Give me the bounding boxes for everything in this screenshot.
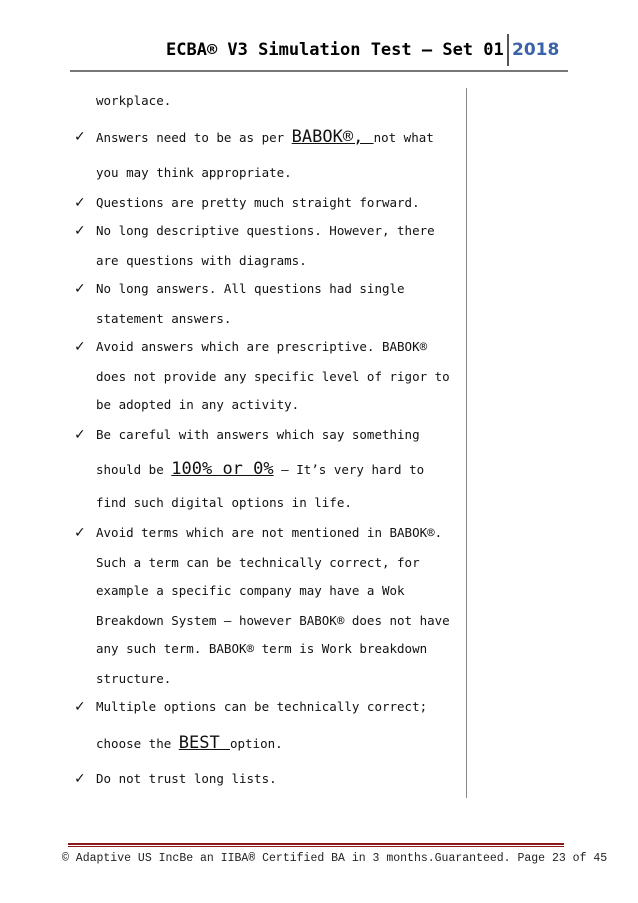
header-divider [507,34,509,66]
checkmark-icon: ✓ [74,281,86,297]
checkmark-icon: ✓ [74,129,86,145]
line-text: Avoid answers which are prescriptive. BABOK® [96,339,428,354]
line-text: Such a term can be technically correct, for [96,555,420,570]
page-header [0,30,638,74]
line-text: Breakdown System – however BABOK® does not have [96,613,450,628]
line-text: does not provide any specific level of rigor to [96,369,450,384]
line-text: No long descriptive questions. However, there [96,223,435,238]
checkmark-icon: ✓ [74,699,86,715]
line-text: statement answers. [96,311,232,326]
document-title: ECBA® V3 Simulation Test – Set 01 [166,40,504,60]
line-text: Be careful with answers which say something [96,427,420,442]
footer-rule [68,843,564,845]
line-text: Do not trust long lists. [96,771,277,786]
line-text: be adopted in any activity. [96,397,300,412]
page-footer: © Adaptive US IncBe an IIBA® Certified BA in 3 months.Guaranteed. Page 23 of 45 [62,852,608,865]
header-rule [70,70,568,72]
line-text: Questions are pretty much straight forward. [96,195,420,210]
line-text: choose the [96,736,179,751]
line-text: should be [96,462,172,477]
line-tail-text: option. [229,736,283,751]
document-year: 2018 [512,40,560,60]
line-tail-text: – It’s very hard to [273,462,425,477]
emphasized-text: 100% or 0% [171,459,274,479]
checkmark-icon: ✓ [74,195,86,211]
line-text: structure. [96,671,172,686]
line-text: find such digital options in life. [96,495,352,510]
line-text: are questions with diagrams. [96,253,307,268]
line-tail-text: not what [373,130,434,145]
line-text: Avoid terms which are not mentioned in BABOK®. [96,525,443,540]
line-text: workplace. [96,93,172,108]
checkmark-icon: ✓ [74,427,86,443]
line-text: Answers need to be as per [96,130,292,145]
column-rule [466,88,467,798]
line-text: any such term. BABOK® term is Work breakdown [96,641,428,656]
checkmark-icon: ✓ [74,771,86,787]
line-text: example a specific company may have a Wok [96,583,405,598]
checkmark-icon: ✓ [74,525,86,541]
emphasized-text: BABOK®, [291,127,374,147]
footer-rule-thin [68,846,564,847]
line-text: you may think appropriate. [96,165,292,180]
checkmark-icon: ✓ [74,339,86,355]
emphasized-text: BEST [178,733,230,753]
checkmark-icon: ✓ [74,223,86,239]
line-text: Multiple options can be technically correct; [96,699,428,714]
line-text: No long answers. All questions had single [96,281,405,296]
